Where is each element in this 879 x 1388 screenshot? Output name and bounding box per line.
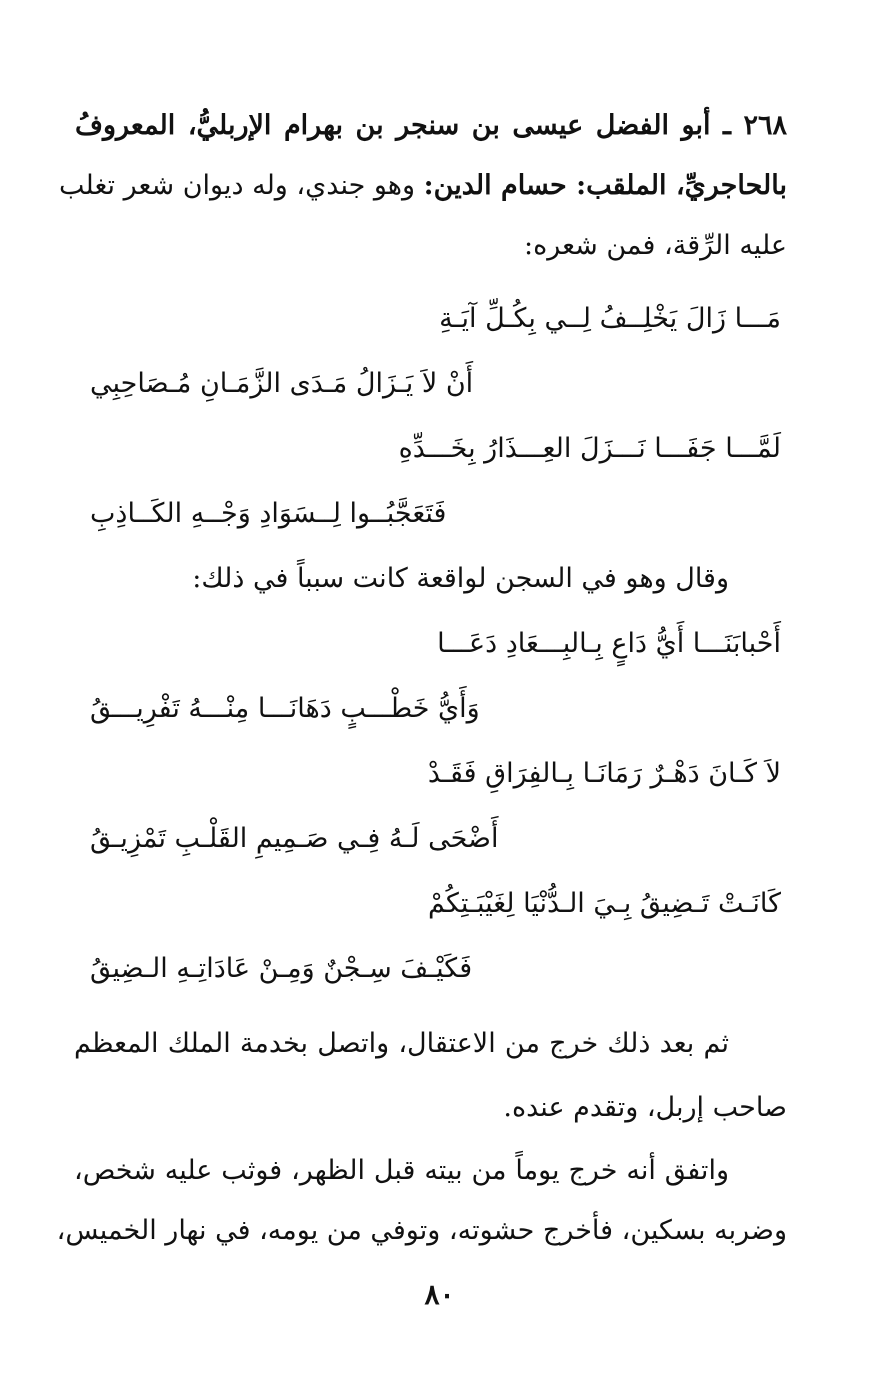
poem2-verse-3: لاَ كَـانَ دَهْـرٌ رَمَانَـا بِـالفِرَاقِ فَقَـدْ <box>427 758 781 789</box>
poem2-verse-5: كَانَـتْ تَـضِيقُ بِـيَ الـدُّنْيَا لِغَيْبَـتِكُمْ <box>428 888 781 919</box>
entry-line-3: عليه الرِّقة، فمن شعره: <box>524 230 787 261</box>
entry-line-2 <box>59 170 787 202</box>
paragraph-1-line-1: ثم بعد ذلك خرج من الاعتقال، واتصل بخدمة الملك المعظم <box>74 1028 729 1059</box>
paragraph-2-line-2: وضربه بسكين، فأخرج حشوته، وتوفي من يومه، في نهار الخميس، <box>56 1215 787 1246</box>
paragraph-1-line-2: صاحب إربل، وتقدم عنده. <box>503 1092 787 1123</box>
page-number: ٨٠ <box>424 1278 455 1311</box>
poem2-verse-4: أَضْحَى لَـهُ فِـي صَـمِيمِ القَلْـبِ تَمْزِيـقُ <box>90 823 499 854</box>
poem2-verse-1: أَحْبابَنَـــا أَيُّ دَاعٍ بِـالبِـــعَادِ دَعَـــا <box>437 628 781 659</box>
poem1-verse-1: مَـــا زَالَ يَخْلِــفُ لِــي بِكُـلِّ آيَـةِ <box>439 303 781 334</box>
poem2-verse-2: وَأَيُّ خَطْـــبٍ دَهَانَـــا مِنْـــهُ تَفْرِيـــقُ <box>90 693 480 724</box>
entry-name-bold: بالحاجريِّ، الملقب: حسام الدين: <box>423 170 787 201</box>
poem1-verse-3: لَمَّـــا جَفَـــا نَـــزَلَ العِـــذَارُ بِخَـــدِّهِ <box>398 433 781 464</box>
entry-heading-line: ٢٦٨ ـ أبو الفضل عيسى بن سنجر بن بهرام الإربليُّ، المعروفُ <box>75 110 787 141</box>
poem2-verse-6: فَكَيْـفَ سِـجْنٌ وَمِـنْ عَادَاتِـهِ الـضِيقُ <box>90 953 473 984</box>
entry-line-2-rest: وهو جندي، وله ديوان شعر تغلب <box>59 170 424 201</box>
intro-second-poem: وقال وهو في السجن لواقعة كانت سبباً في ذلك: <box>192 563 729 594</box>
poem1-verse-4: فَتَعَجَّبُــوا لِــسَوَادِ وَجْــهِ الكَــاذِبِ <box>90 498 447 529</box>
poem1-verse-2: أَنْ لاَ يَـزَالُ مَـدَى الزَّمَـانِ مُـصَاحِبِي <box>90 368 474 399</box>
paragraph-2-line-1: واتفق أنه خرج يوماً من بيته قبل الظهر، فوثب عليه شخص، <box>74 1155 729 1186</box>
